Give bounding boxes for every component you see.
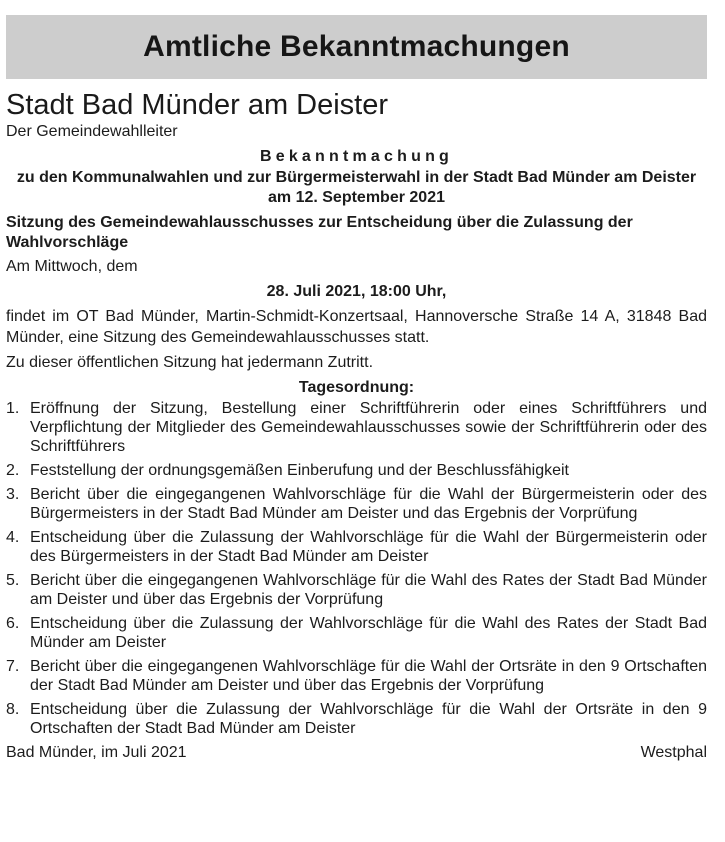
- issuer-label: Der Gemeindewahlleiter: [6, 123, 178, 140]
- session-date: 28. Juli 2021, 18:00 Uhr,: [266, 283, 447, 300]
- agenda-item-number: 1.: [6, 400, 20, 417]
- agenda-item-text: Bericht über die eingegangenen Wahlvorschläge für die Wahl der Ortsräte in den 9 Ortschaften der Stadt Bad Münder am Deister und über das Ergebnis der Vorprüfung: [30, 658, 707, 694]
- agenda-item-number: 6.: [6, 615, 20, 632]
- agenda-item: [6, 571, 707, 609]
- agenda-item-text: Bericht über die eingegangenen Wahlvorschläge für die Wahl des Rates der Stadt Bad Münder am Deister und über das Ergebnis der Vorprüfung: [30, 572, 707, 608]
- agenda-item: [6, 399, 707, 456]
- agenda-item-text: Entscheidung über die Zulassung der Wahlvorschläge für die Wahl der Ortsräte in den 9 Ortschaften der Stadt Bad Münder am Deister: [30, 701, 707, 737]
- agenda-item-text: Entscheidung über die Zulassung der Wahlvorschläge für die Wahl des Rates der Stadt Bad Münder am Deister: [30, 615, 707, 651]
- agenda-item: [6, 657, 707, 695]
- footer: [6, 743, 707, 763]
- agenda-item-number: 3.: [6, 486, 20, 503]
- agenda-heading: Tagesordnung:: [298, 379, 415, 396]
- place-date: Bad Münder, im Juli 2021: [6, 744, 187, 761]
- agenda-list: [6, 399, 707, 738]
- agenda-item-number: 2.: [6, 462, 20, 479]
- agenda-item-text: Feststellung der ordnungsgemäßen Einberufung und der Beschlussfähigkeit: [30, 462, 569, 479]
- agenda-item: [6, 700, 707, 738]
- location-text: findet im OT Bad Münder, Martin-Schmidt-Konzertsaal, Hannoversche Straße 14 A, 31848 Bad Münder, eine Sitzung des Gemeindewahlausschusses statt.: [6, 308, 707, 346]
- agenda-item-number: 7.: [6, 658, 20, 675]
- signature: Westphal: [640, 744, 707, 761]
- agenda-item-text: Entscheidung über die Zulassung der Wahlvorschläge für die Wahl der Bürgermeisterin oder des Bürgermeisters in der Stadt Bad Münder am Deister: [30, 529, 707, 565]
- agenda-item: [6, 461, 707, 480]
- document-subject: zu den Kommunalwahlen und zur Bürgermeisterwahl in der Stadt Bad Münder am Deister am 12. September 2021: [16, 169, 697, 206]
- section-title: Amtliche Bekanntmachungen: [143, 30, 570, 63]
- agenda-item-text: Eröffnung der Sitzung, Bestellung einer Schriftführerin oder eines Schriftführers und Verpflichtung der Mitglieder des Gemeindewahlausschusses sowie der Schriftführerin oder des Schriftführers: [30, 400, 707, 455]
- notice-body: [6, 88, 707, 763]
- session-title: Sitzung des Gemeindewahlausschusses zur Entscheidung über die Zulassung der Wahlvorschläge: [6, 214, 633, 251]
- section-header: [6, 15, 707, 79]
- intro-text: Am Mittwoch, dem: [6, 258, 138, 275]
- agenda-item-number: 4.: [6, 529, 20, 546]
- agenda-item-number: 5.: [6, 572, 20, 589]
- agenda-item: [6, 485, 707, 523]
- document-type: Bekanntmachung: [259, 148, 454, 165]
- public-note: Zu dieser öffentlichen Sitzung hat jedermann Zutritt.: [6, 354, 374, 371]
- agenda-item: [6, 528, 707, 566]
- agenda-item: [6, 614, 707, 652]
- agenda-item-number: 8.: [6, 701, 20, 718]
- city-heading: Stadt Bad Münder am Deister: [6, 89, 389, 121]
- agenda-item-text: Bericht über die eingegangenen Wahlvorschläge für die Wahl der Bürgermeisterin oder des Bürgermeisters in der Stadt Bad Münder am Deister und das Ergebnis der Vorprüfung: [30, 486, 707, 522]
